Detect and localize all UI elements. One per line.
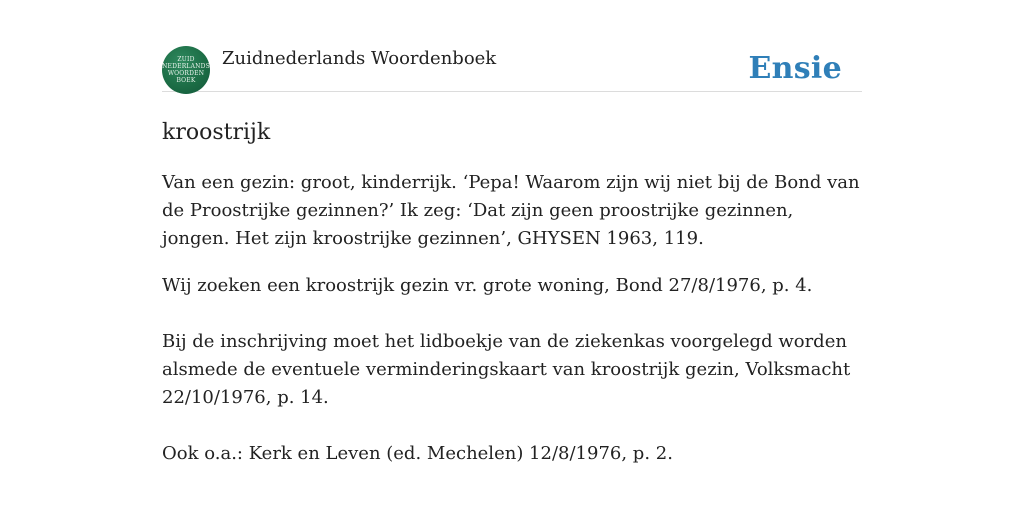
logo-line: WOORDEN (167, 70, 205, 77)
logo-line: BOEK (176, 77, 196, 84)
dictionary-logo[interactable] (162, 46, 210, 94)
headword: kroostrijk (162, 120, 271, 145)
header (162, 44, 862, 92)
logo-line: NEDERLANDS (162, 63, 210, 70)
entry-card (162, 44, 862, 468)
citations-text: Wij zoeken een kroostrijk gezin vr. grote woning, Bond 27/8/1976, p. 4. Bij de inschrijving moet het lidboekje van de ziekenkas voorgelegd worden alsmede de eventuele verminderingskaart van kroostrijk gezin, Volksmacht 22/10/1976, p. 14. Ook o.a.: Kerk en Leven (ed. Mechelen) 12/8/1976, p. 2. (162, 275, 851, 464)
ensie-brand-logo[interactable]: Ensie (748, 51, 842, 86)
definition-text: Van een gezin: groot, kinderrijk. ‘Pepa! Waarom zijn wij niet bij de Bond van de Proostrijke gezinnen?’ Ik zeg: ‘Dat zijn geen proostrijke gezinnen, jongen. Het zijn kroostrijke gezinnen’, GHYSEN 1963, 119. (162, 172, 860, 249)
logo-line: ZUID (177, 56, 195, 63)
dictionary-title[interactable]: Zuidnederlands Woordenboek (222, 48, 497, 69)
